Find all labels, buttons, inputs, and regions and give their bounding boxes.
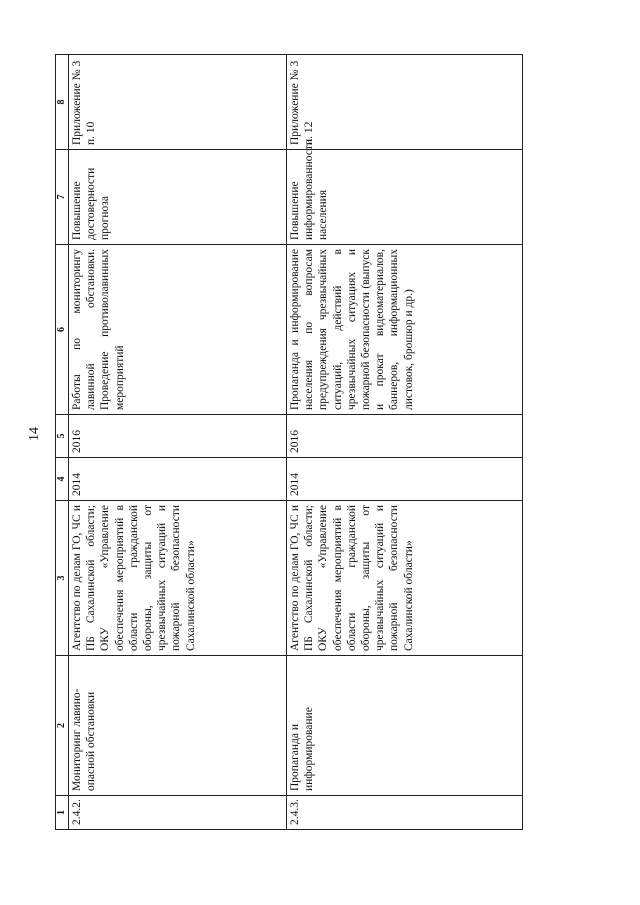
expected-result: Повышение достоверности прогноза xyxy=(69,150,287,245)
expected-result: Повышение информированности населения xyxy=(287,150,523,245)
table-row xyxy=(287,55,523,830)
measure-name: Мониторинг лавино-опасной обстановки xyxy=(69,656,287,796)
start-year: 2014 xyxy=(287,458,523,501)
col-header-5: 5 xyxy=(56,415,69,458)
table-row xyxy=(69,55,287,830)
program-table xyxy=(55,54,523,830)
row-number: 2.4.2. xyxy=(69,796,287,830)
appendix-ref: Приложение № 3 п. 10 xyxy=(69,55,287,150)
rotated-table-wrapper xyxy=(55,55,523,830)
page-number: 14 xyxy=(27,427,42,441)
col-header-3: 3 xyxy=(56,501,69,656)
row-number: 2.4.3. xyxy=(287,796,523,830)
executor: Агентство по делам ГО, ЧС и ПБ Сахалинской области; ОКУ «Управление обеспечения мероприятий в области гражданской обороны, защиты от чрезвычайных ситуаций и пожарной безопасности Сахалинской области» xyxy=(287,501,523,656)
measure-content: Работы по мониторингу лавинной обстановки. Проведение противолавинных мероприятий xyxy=(69,245,287,415)
col-header-6: 6 xyxy=(56,245,69,415)
appendix-ref: Приложение № 3 п. 12 xyxy=(287,55,523,150)
start-year: 2014 xyxy=(69,458,287,501)
header-row xyxy=(56,55,69,830)
executor: Агентство по делам ГО, ЧС и ПБ Сахалинской области; ОКУ «Управление обеспечения мероприятий в области гражданской обороны, защиты от чрезвычайных ситуаций и пожарной безопасности Сахалинской области» xyxy=(69,501,287,656)
col-header-8: 8 xyxy=(56,55,69,150)
col-header-2: 2 xyxy=(56,656,69,796)
col-header-7: 7 xyxy=(56,150,69,245)
col-header-1: 1 xyxy=(56,796,69,830)
end-year: 2016 xyxy=(287,415,523,458)
col-header-4: 4 xyxy=(56,458,69,501)
measure-content: Пропаганда и информирование населения по вопросам предупреждения чрезвычайных ситуаций, действий в чрезвычайных ситуациях и пожарной безопасности (выпуск и прокат видеоматериалов, баннеров, информационных листовок, брошюр и др.) xyxy=(287,245,523,415)
end-year: 2016 xyxy=(69,415,287,458)
measure-name: Пропаганда и информирование xyxy=(287,656,523,796)
